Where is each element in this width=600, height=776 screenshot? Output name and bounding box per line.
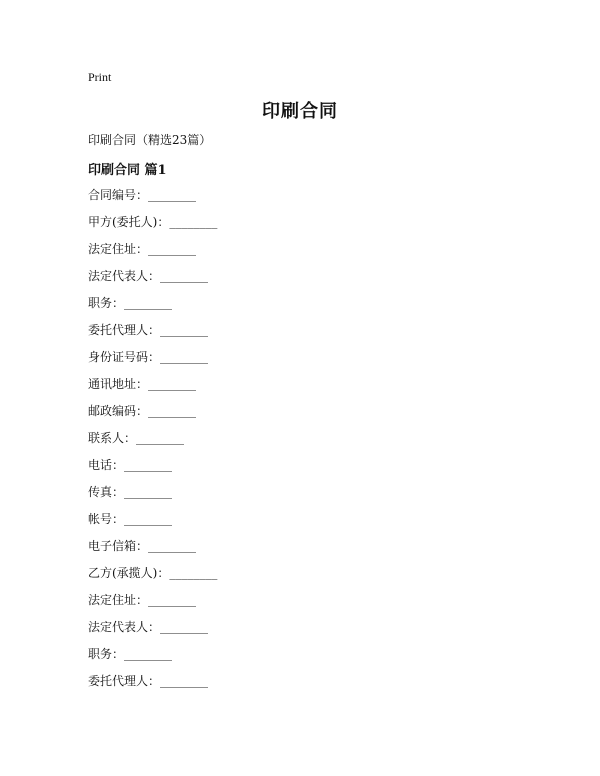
field-party-a-legal-rep	[88, 267, 217, 294]
field-account	[88, 510, 217, 537]
field-blank: ________	[160, 323, 209, 337]
field-blank: ________	[160, 269, 209, 283]
field-blank: ________	[169, 566, 218, 580]
field-blank: ________	[148, 404, 197, 418]
field-label: 委托代理人：	[88, 674, 161, 688]
field-blank: ________	[148, 377, 197, 391]
field-label: 职务：	[88, 296, 125, 310]
field-party-a	[88, 213, 217, 240]
contract-field-list	[88, 186, 217, 699]
field-contract-number	[88, 186, 217, 213]
field-party-b-address	[88, 591, 217, 618]
field-label: 合同编号：	[88, 188, 149, 202]
field-label: 电话：	[88, 458, 125, 472]
field-label: 乙方(承揽人)：	[88, 566, 170, 580]
field-postal-code	[88, 402, 217, 429]
field-label: 电子信箱：	[88, 539, 149, 553]
field-party-b-legal-rep	[88, 618, 217, 645]
field-blank: ________	[148, 242, 197, 256]
field-label: 委托代理人：	[88, 323, 161, 337]
field-blank: ________	[124, 647, 173, 661]
field-party-a-agent	[88, 321, 217, 348]
field-party-b-agent	[88, 672, 217, 699]
field-blank: ________	[160, 620, 209, 634]
field-label: 职务：	[88, 647, 125, 661]
field-party-b	[88, 564, 217, 591]
field-mailing-address	[88, 375, 217, 402]
field-fax	[88, 483, 217, 510]
field-label: 联系人：	[88, 431, 137, 445]
field-label: 法定代表人：	[88, 269, 161, 283]
field-label: 通讯地址：	[88, 377, 149, 391]
print-label: Print	[88, 70, 112, 84]
field-party-b-position	[88, 645, 217, 672]
field-blank: ________	[148, 188, 197, 202]
field-label: 邮政编码：	[88, 404, 149, 418]
field-blank: ________	[148, 539, 197, 553]
field-blank: ________	[136, 431, 185, 445]
field-label: 法定住址：	[88, 242, 149, 256]
field-email	[88, 537, 217, 564]
field-label: 甲方(委托人)：	[88, 215, 170, 229]
field-label: 传真：	[88, 485, 125, 499]
field-blank: ________	[160, 674, 209, 688]
page-title: 印刷合同	[262, 101, 338, 122]
field-label: 法定代表人：	[88, 620, 161, 634]
field-blank: ________	[148, 593, 197, 607]
field-blank: ________	[169, 215, 218, 229]
field-blank: ________	[124, 485, 173, 499]
document-subtitle: 印刷合同（精选23篇）	[88, 133, 212, 147]
field-blank: ________	[124, 296, 173, 310]
field-blank: ________	[124, 458, 173, 472]
field-blank: ________	[124, 512, 173, 526]
field-contact-person	[88, 429, 217, 456]
section-heading: 印刷合同 篇1	[88, 163, 167, 178]
field-label: 身份证号码：	[88, 350, 161, 364]
field-id-number	[88, 348, 217, 375]
field-label: 帐号：	[88, 512, 125, 526]
field-label: 法定住址：	[88, 593, 149, 607]
field-party-a-position	[88, 294, 217, 321]
field-phone	[88, 456, 217, 483]
field-blank: ________	[160, 350, 209, 364]
field-party-a-address	[88, 240, 217, 267]
